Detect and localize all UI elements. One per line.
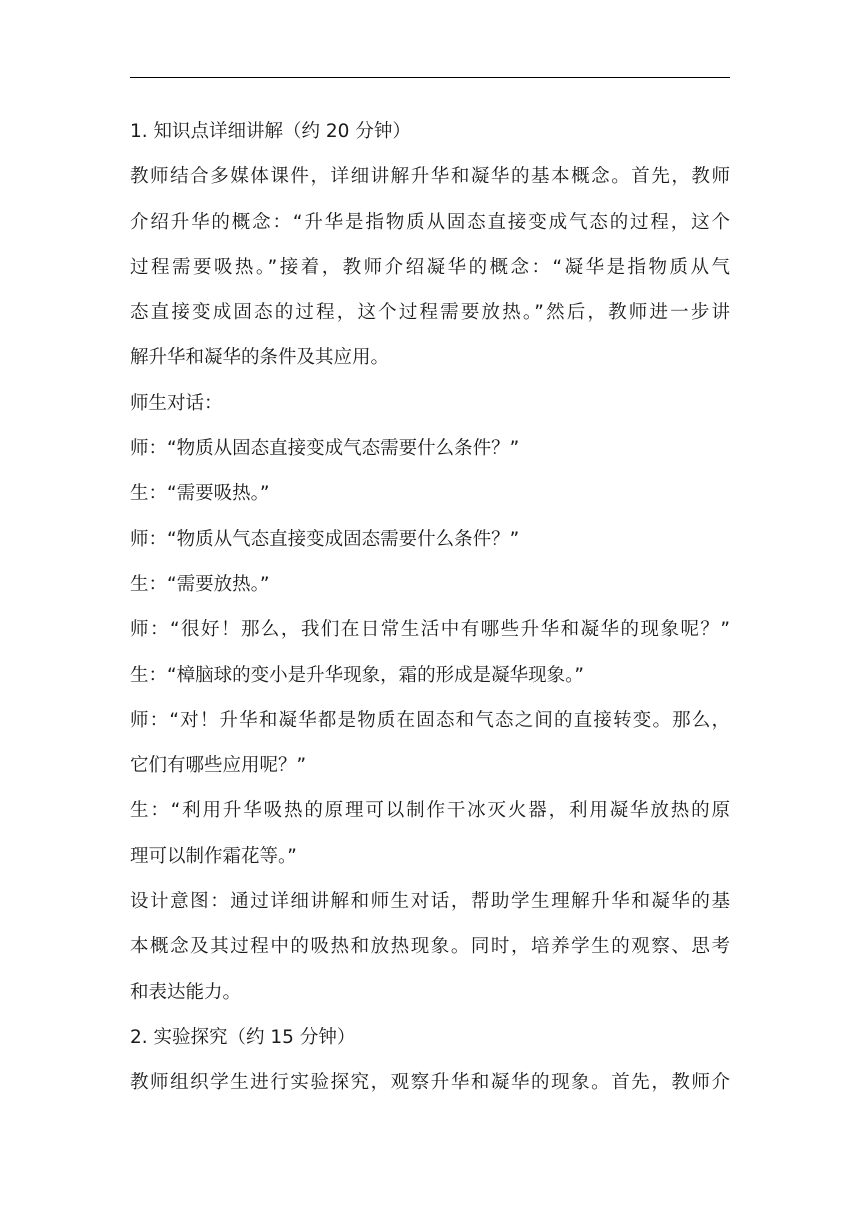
design-intent-line: 和表达能力。 <box>130 981 242 1003</box>
dialogue-line: 师：“物质从气态直接变成固态需要什么条件？” <box>130 528 520 550</box>
dialogue-line: 生：“利用升华吸热的原理可以制作干冰灭火器，利用凝华放热的原 <box>130 800 730 822</box>
design-intent-line: 本概念及其过程中的吸热和放热现象。同时，培养学生的观察、思考 <box>130 936 730 958</box>
dialogue-heading: 师生对话： <box>130 392 223 414</box>
dialogue-line: 生：“需要吸热。” <box>130 483 270 505</box>
dialogue-line: 它们有哪些应用呢？” <box>130 755 307 777</box>
paragraph-line: 态直接变成固态的过程，这个过程需要放热。”然后，教师进一步讲 <box>130 302 730 324</box>
section-heading: 1. 知识点详细讲解（约 20 分钟） <box>130 121 411 142</box>
document-body <box>130 109 730 1106</box>
dialogue-line: 师：“对！升华和凝华都是物质在固态和气态之间的直接转变。那么， <box>130 709 730 731</box>
dialogue-line: 师：“物质从固态直接变成气态需要什么条件？” <box>130 438 520 460</box>
header-rule <box>130 77 730 78</box>
paragraph-line: 教师组织学生进行实验探究，观察升华和凝华的现象。首先，教师介 <box>130 1072 730 1094</box>
dialogue-line: 生：“樟脑球的变小是升华现象，霜的形成是凝华现象。” <box>130 664 584 686</box>
paragraph-line: 过程需要吸热。”接着，教师介绍凝华的概念：“凝华是指物质从气 <box>130 256 730 278</box>
dialogue-line: 生：“需要放热。” <box>130 573 270 595</box>
paragraph-line: 解升华和凝华的条件及其应用。 <box>130 347 390 369</box>
dialogue-line: 师：“很好！那么，我们在日常生活中有哪些升华和凝华的现象呢？” <box>130 619 730 641</box>
paragraph-line: 教师结合多媒体课件，详细讲解升华和凝华的基本概念。首先，教师 <box>130 166 730 188</box>
section-heading: 2. 实验探究（约 15 分钟） <box>130 1026 356 1048</box>
paragraph-line: 介绍升华的概念：“升华是指物质从固态直接变成气态的过程，这个 <box>130 211 730 233</box>
dialogue-line: 理可以制作霜花等。” <box>130 845 297 867</box>
design-intent-line: 设计意图：通过详细讲解和师生对话，帮助学生理解升华和凝华的基 <box>130 891 730 913</box>
